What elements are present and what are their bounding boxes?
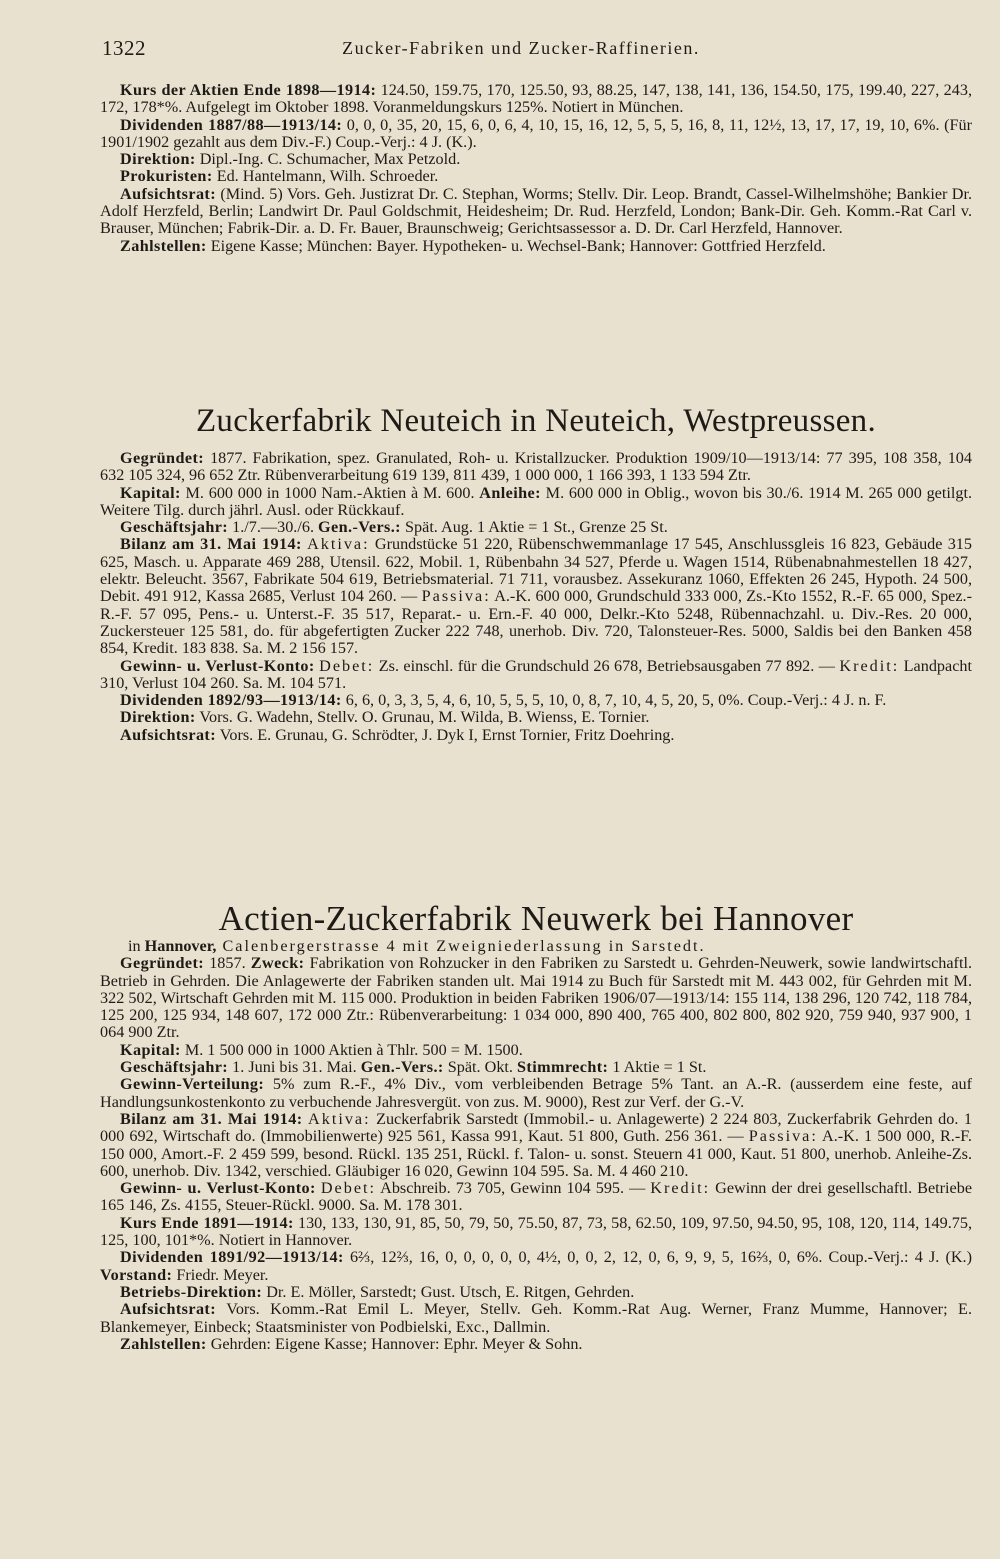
label-gewinn-verlust-neuwerk: Gewinn- u. Verlust-Konto: — [120, 1179, 316, 1198]
text-zahlstellen: Eigene Kasse; München: Bayer. Hypotheken- u. Wechsel-Bank; Hannover: Gottfried Herzfeld. — [206, 236, 826, 255]
section-neuteich — [100, 450, 972, 744]
label-gewinn-verteilung: Gewinn-Verteilung: — [120, 1075, 265, 1094]
page-header — [102, 36, 940, 66]
text-dividenden-neuteich: 6, 6, 0, 3, 3, 5, 4, 6, 10, 5, 5, 5, 10, 0, 8, 7, 10, 4, 5, 20, 5, 0%. Coup.-Verj.: 4 J. n. F. — [341, 691, 887, 710]
label-kapital-neuwerk: Kapital: — [120, 1040, 181, 1059]
label-dividenden-neuwerk: Dividenden 1891/92—1913/14: — [120, 1248, 344, 1267]
paragraph-bilanz — [100, 536, 972, 657]
paragraph-kurs-neuwerk — [100, 1215, 972, 1250]
label-gewinn-verlust: Gewinn- u. Verlust-Konto: — [120, 656, 315, 675]
paragraph-kapital — [100, 485, 972, 520]
page-number: 1322 — [102, 36, 146, 60]
label-kurs-neuwerk: Kurs Ende 1891—1914: — [120, 1213, 294, 1232]
label-stimmrecht: Stimmrecht: — [517, 1058, 609, 1077]
label-passiva: Passiva: — [421, 587, 491, 606]
paragraph-direktion — [100, 151, 972, 168]
paragraph-zahlstellen-neuwerk — [100, 1336, 972, 1353]
text-gegruendet: 1877. Fabrikation, spez. Granulated, Roh- u. Kristallzucker. Produktion 1909/10—1913/14: 77 395, 108 358, 104 632 105 324, 96 652 Ztr. Rübenverarbeitung 619 139, 811 439, 1 000 000, 1 166 393, 1 133 594 Ztr. — [100, 449, 972, 485]
label-kredit-neuwerk: Kredit: — [650, 1179, 711, 1198]
text-gen-vers-neuwerk: Spät. Okt. — [443, 1058, 517, 1077]
label-aktiva: Aktiva: — [307, 535, 370, 554]
paragraph-gewinn-verteilung — [100, 1076, 972, 1111]
text-aufsichtsrat: (Mind. 5) Vors. Geh. Justizrat Dr. C. Stephan, Worms; Stellv. Dir. Leop. Brandt, Cassel-Wilhelmshöhe; Bankier Dr. Adolf Herzfeld, Berlin; Landwirt Dr. Paul Goldschmit, Heidesheim; Dr. Rud. Herzfeld, London; Bank-Dir. Geh. Komm.-Rat Carl v. Brauser, München; Fabrik-Dir. a. D. Fr. Bauer, Braunschweig; Gerichtsassessor a. D. Dr. Carl Herzfeld, Hannover. — [100, 184, 972, 238]
company-location — [100, 938, 972, 955]
location-prefix: in — [128, 937, 145, 955]
label-passiva-neuwerk: Passiva: — [748, 1127, 818, 1146]
text-aufsichtsrat-neuwerk: Vors. Komm.-Rat Emil L. Meyer, Stellv. Geh. Komm.-Rat Aug. Werner, Franz Mumme, Hannover; E. Blankemeyer, Einbeck; Staatsminister von Podbielski, Exc., Dallmin. — [100, 1300, 972, 1336]
paragraph-dividenden-neuwerk — [100, 1249, 972, 1284]
text-prokuristen: Ed. Hantelmann, Wilh. Schroeder. — [212, 167, 439, 186]
label-bilanz-neuwerk: Bilanz am 31. Mai 1914: — [120, 1109, 303, 1128]
label-geschaeftsjahr: Geschäftsjahr: — [120, 518, 229, 537]
label-kurs: Kurs der Aktien Ende 1898—1914: — [120, 81, 377, 99]
text-debet: Zs. einschl. für die Grundschuld 26 678, Betriebsausgaben 77 892. — — [374, 656, 840, 675]
label-kredit: Kredit: — [839, 656, 900, 675]
label-gegruendet: Gegründet: — [120, 449, 205, 467]
company-title-neuteich-block — [100, 403, 972, 439]
text-gegruendet-neuwerk: 1857. — [204, 954, 251, 973]
text-geschaeftsjahr: 1./7.—30./6. — [228, 518, 319, 537]
text-anleihe: M. 600 000 in Oblig., wovon bis 30./6. 1914 M. 265 000 getilgt. Weitere Tilg. durch jährl. Ausl. oder Rückkauf. — [100, 483, 972, 519]
label-gen-vers: Gen.-Vers.: — [318, 518, 401, 537]
paragraph-bilanz-neuwerk — [100, 1111, 972, 1180]
label-geschaeftsjahr-neuwerk: Geschäftsjahr: — [120, 1058, 229, 1077]
text-gen-vers: Spät. Aug. 1 Aktie = 1 St., Grenze 25 St. — [400, 518, 668, 537]
paragraph-aufsichtsrat-neuteich — [100, 727, 972, 744]
paragraph-zahlstellen — [100, 238, 972, 255]
text-gewinn-verteilung: 5% zum R.-F., 4% Div., vom verbleibenden Betrage 5% Tant. an A.-R. (ausserdem eine feste, auf Handlungsunkostenkonto zu verbuchende Jahresvergüt. von zus. M. 9000), Rest zur Verf. der G.-V. — [100, 1075, 972, 1111]
label-betriebs-direktion: Betriebs-Direktion: — [120, 1282, 263, 1301]
text-passiva: A.-K. 600 000, Grundschuld 333 000, Zs.-Kto 1552, R.-F. 65 000, Spez.-R.-F. 57 095, Pens.- u. Unterst.-F. 35 517, Reparat.- u. Ern.-F. 40 000, Delkr.-Kto 5248, Rübennachzahl. u. Div.-Res. 20 000, Zuckersteuer 125 581, do. für abgefertigten Zucker 222 748, unerhob. Div. 720, Talonsteuer-Res. 5000, Saldis bei den Banken 458 854, Kredit. 183 838. Sa. M. 2 156 157. — [100, 587, 972, 658]
company-title-neuwerk: Actien-Zuckerfabrik Neuwerk bei Hannover — [218, 899, 854, 938]
label-direktion-neuteich: Direktion: — [120, 708, 196, 727]
text-geschaeftsjahr-neuwerk: 1. Juni bis 31. Mai. — [228, 1058, 361, 1077]
location-city: Hannover, — [144, 937, 217, 955]
label-aufsichtsrat: Aufsichtsrat: — [120, 184, 217, 203]
location-address: Calenbergerstrasse 4 mit Zweigniederlassung in Sarstedt. — [216, 937, 706, 955]
paragraph-dividenden-neuteich — [100, 692, 972, 709]
text-direktion: Dipl.-Ing. C. Schumacher, Max Petzold. — [195, 150, 461, 169]
label-zahlstellen: Zahlstellen: — [120, 236, 207, 255]
label-aufsichtsrat-neuwerk: Aufsichtsrat: — [120, 1300, 217, 1319]
label-aufsichtsrat-neuteich: Aufsichtsrat: — [120, 725, 217, 744]
text-kapital: M. 600 000 in 1000 Nam.-Aktien à M. 600. — [180, 483, 480, 502]
paragraph-geschaeftsjahr — [100, 519, 972, 536]
text-zahlstellen-neuwerk: Gehrden: Eigene Kasse; Hannover: Ephr. Meyer & Sohn. — [206, 1334, 583, 1353]
paragraph-gegruendet — [100, 450, 972, 485]
section-neuwerk — [100, 938, 972, 1353]
label-gen-vers-neuwerk: Gen.-Vers.: — [360, 1058, 444, 1077]
label-prokuristen: Prokuristen: — [120, 167, 213, 186]
label-gegruendet-neuwerk: Gegründet: — [120, 954, 205, 973]
text-kredit: Landpacht 310, Verlust 104 260. Sa. M. 104 571. — [100, 656, 972, 692]
text-kurs: 124.50, 159.75, 170, 125.50, 93, 88.25, 147, 138, 141, 136, 154.50, 175, 199.40, 227, 243, 172, 178*%. Aufgelegt im Oktober 1898. Voranmeldungskurs 125%. Notiert in München. — [100, 81, 973, 117]
label-anleihe: Anleihe: — [479, 483, 541, 502]
company-title-neuteich: Zuckerfabrik Neuteich in Neuteich, Westpreussen. — [195, 403, 877, 439]
paragraph-direktion-neuteich — [100, 709, 972, 726]
paragraph-gegruendet-neuwerk — [100, 955, 972, 1041]
label-bilanz: Bilanz am 31. Mai 1914: — [120, 535, 302, 554]
label-vorstand: Vorstand: — [100, 1265, 173, 1284]
label-dividenden: Dividenden 1887/88—1913/14: — [120, 115, 343, 134]
text-aufsichtsrat-neuteich: Vors. E. Grunau, G. Schrödter, J. Dyk I, Ernst Tornier, Fritz Doehring. — [216, 725, 675, 744]
text-aktiva: Grundstücke 51 220, Rübenschwemmanlage 17 545, Anschlussgleis 16 823, Gebäude 315 625, Masch. u. Apparate 469 288, Utensil. 622, Mobil. 1, Rübenbahn 34 527, Pferde u. Wagen 1514, Rübenabnahmestellen 18 427, elektr. Beleucht. 3567, Fabrikate 504 619, Betriebsmaterial. 71 711, vorausbez. Assekuranz 1060, Effekten 26 245, Hypoth. 24 500, Debit. 491 912, Kassa 2685, Verlust 104 260. — — [100, 535, 972, 606]
paragraph-prokuristen — [100, 168, 972, 185]
label-direktion: Direktion: — [120, 150, 196, 169]
text-vorstand: Friedr. Meyer. — [172, 1265, 269, 1284]
label-zahlstellen-neuwerk: Zahlstellen: — [120, 1334, 207, 1353]
text-kapital-neuwerk: M. 1 500 000 in 1000 Aktien à Thlr. 500 = M. 1500. — [180, 1040, 523, 1059]
text-passiva-neuwerk: A.-K. 1 500 000, R.-F. 150 000, Amort.-F. 2 459 599, besond. Rückl. 135 251, Rückl. f. Talon- u. sonst. Steuern 41 000, Kaut. 51 800, unerhob. Anleihe-Zs. 600, unerhob. Div. 1342, verschied. Gläubiger 16 020, Gewinn 104 595. Sa. M. 4 460 210. — [100, 1127, 972, 1180]
text-aktiva-neuwerk: Zuckerfabrik Sarstedt (Immobil.- u. Anlagewerte) 2 224 803, Zuckerfabrik Gehrden do. 1 000 692, Wirtschaft do. (Immobilienwerte) 925 561, Kassa 991, Kaut. 51 800, Guth. 256 361. — — [100, 1109, 972, 1146]
text-debet-neuwerk: Abschreib. 73 705, Gewinn 104 595. — — [376, 1179, 651, 1198]
paragraph-gewinn-verlust-neuwerk — [100, 1180, 972, 1215]
paragraph-aufsichtsrat-neuwerk — [100, 1301, 972, 1336]
paragraph-kapital-neuwerk — [100, 1042, 972, 1059]
paragraph-aufsichtsrat — [100, 186, 972, 238]
company-title-neuwerk-block — [100, 900, 972, 938]
paragraph-betriebs-direktion — [100, 1284, 972, 1301]
label-kapital: Kapital: — [120, 483, 181, 502]
text-kredit-neuwerk: Gewinn der drei gesellschaftl. Betriebe 165 146, Zs. 4155, Steuer-Rückl. 9000. Sa. M. 178 301. — [100, 1179, 973, 1215]
label-debet: Debet: — [319, 656, 375, 675]
text-kurs-neuwerk: 130, 133, 130, 91, 85, 50, 79, 50, 75.50, 87, 73, 58, 62.50, 109, 97.50, 94.50, 95, 108, 120, 114, 149.75, 125, 100, 101*%. Notiert in Hannover. — [100, 1213, 972, 1250]
text-dividenden: 0, 0, 0, 35, 20, 15, 6, 0, 6, 4, 10, 15, 16, 12, 5, 5, 5, 16, 8, 11, 12½, 13, 17, 17, 19, 10, 6%. (Für 1901/1902 gezahlt aus dem Div.-F.) Coup.-Verj.: 4 J. (K.). — [100, 115, 972, 151]
text-stimmrecht: 1 Aktie = 1 St. — [608, 1058, 707, 1077]
paragraph-dividenden — [100, 117, 972, 152]
section-previous-company — [100, 82, 972, 255]
text-direktion-neuteich: Vors. G. Wadehn, Stellv. O. Grunau, M. Wilda, B. Wienss, E. Tornier. — [195, 708, 650, 727]
label-zweck: Zweck: — [250, 954, 305, 973]
running-head: Zucker-Fabriken und Zucker-Raffinerien. — [342, 38, 700, 58]
label-debet-neuwerk: Debet: — [320, 1179, 377, 1198]
paragraph-gewinn-verlust — [100, 658, 972, 693]
text-zweck: Fabrikation von Rohzucker in den Fabriken zu Sarstedt u. Gehrden-Neuwerk, sowie landwirtschaftl. Betrieb in Gehrden. Die Anlagewerte der Fabriken standen ult. Mai 1914 zu Buch für Sarstedt mit M. 443 002, für Gehrden mit M. 322 502, Wirtschaft Gehrden mit M. 115 000. Produktion in beiden Fabriken 1906/07—1913/14: 155 114, 138 296, 120 742, 118 784, 125 200, 125 934, 148 607, 172 000 Ztr.: Rübenverarbeitung: 1 034 000, 890 400, 765 400, 802 800, 802 920, 759 940, 937 900, 1 064 900 Ztr. — [100, 954, 972, 1042]
label-dividenden-neuteich: Dividenden 1892/93—1913/14: — [120, 691, 342, 710]
paragraph-kurs — [100, 82, 972, 117]
text-dividenden-neuwerk: 6⅔, 12⅔, 16, 0, 0, 0, 0, 0, 4½, 0, 0, 2, 12, 0, 6, 9, 9, 5, 16⅔, 0, 6%. Coup.-Verj.: 4 J. (K.) — [343, 1248, 972, 1267]
paragraph-geschaeftsjahr-neuwerk — [100, 1059, 972, 1076]
label-aktiva-neuwerk: Aktiva: — [308, 1109, 371, 1128]
text-betriebs-direktion: Dr. E. Möller, Sarstedt; Gust. Utsch, E. Ritgen, Gehrden. — [262, 1282, 635, 1301]
